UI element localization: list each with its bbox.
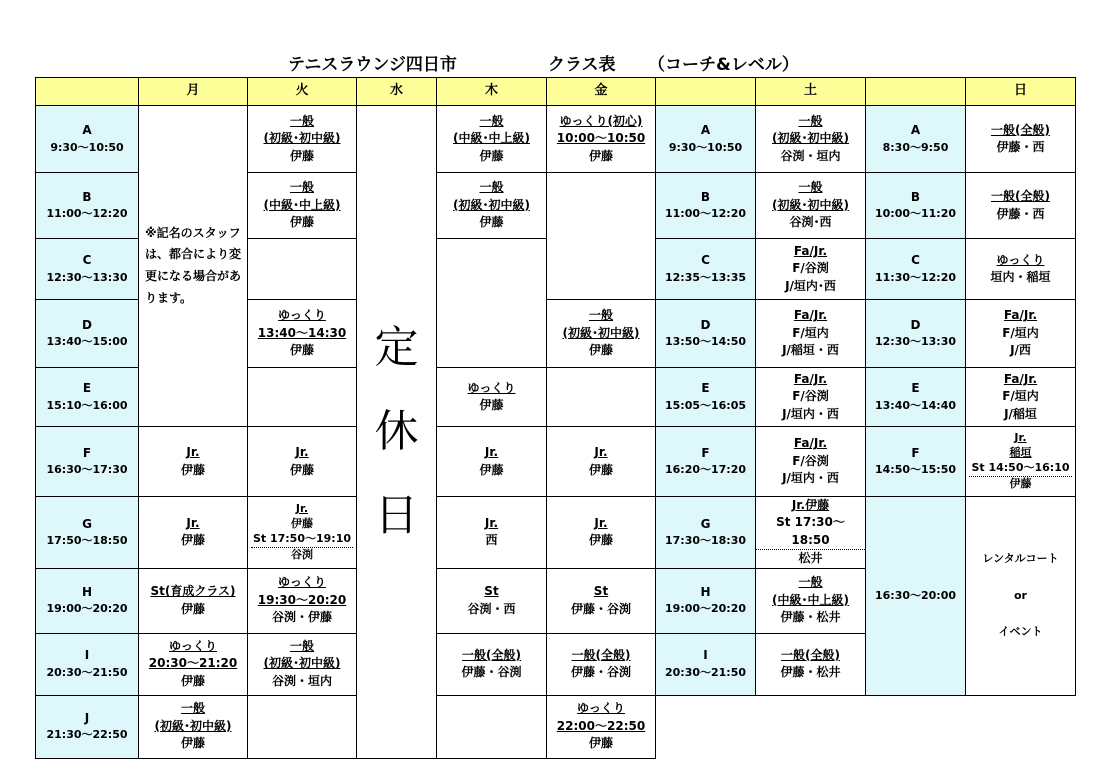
sat-slot-f	[656, 427, 756, 497]
slot-j	[36, 695, 139, 758]
header-sun-slot	[866, 78, 966, 106]
header-slot	[36, 78, 139, 106]
class-st-coach: 谷渕	[291, 547, 313, 561]
class-time: 22:00～22:50	[556, 718, 646, 733]
header-row	[36, 78, 1076, 106]
class-coach: 西	[485, 533, 498, 548]
class-title: Fa/Jr.	[793, 436, 828, 451]
class-title: 一般	[180, 701, 205, 716]
slot-time: 11:00～12:20	[46, 207, 128, 221]
class-sat-i	[756, 633, 866, 695]
class-thu-g	[437, 497, 547, 569]
slot-label: G	[82, 516, 92, 531]
row-j	[36, 695, 1076, 758]
class-coach: 伊藤・西	[996, 206, 1045, 221]
class-title: Fa/Jr.	[793, 243, 828, 258]
empty-fri-e	[547, 368, 656, 427]
slot-time: 17:50～18:50	[46, 534, 128, 547]
empty-tue-c	[248, 239, 357, 300]
header-sun: 日	[966, 78, 1076, 106]
slot-label: F	[911, 445, 920, 460]
slot-a	[36, 106, 139, 173]
class-sat-c	[756, 239, 866, 300]
slot-time: 19:00～20:20	[46, 602, 128, 616]
class-fri-a	[547, 106, 656, 173]
closed-char-2: 休	[374, 405, 419, 457]
class-st-coach: 伊藤	[1009, 476, 1032, 490]
slot-time: 13:40～15:00	[46, 335, 128, 349]
class-coach: 伊藤・松井	[780, 665, 841, 680]
class-title: ゆっくり	[278, 575, 326, 590]
class-title: 一般	[289, 113, 314, 128]
sun-slot-d	[866, 300, 966, 368]
class-title: ゆっくり	[169, 638, 217, 653]
class-coach: 伊藤・谷渕	[570, 601, 631, 616]
sat-slot-i	[656, 633, 756, 695]
class-time: 13:40～14:30	[257, 325, 347, 340]
class-title: Fa/Jr.	[1003, 371, 1038, 386]
slot-time: 20:30～21:50	[46, 665, 128, 679]
class-coach: 伊藤・松井	[780, 610, 841, 625]
slot-time: 8:30～9:50	[882, 140, 949, 154]
row-g	[36, 497, 1076, 569]
slot-time: 10:00～11:20	[874, 207, 957, 221]
class-level: (初級･初中級)	[263, 656, 341, 671]
class-title: 一般	[289, 180, 314, 195]
class-coach: 谷渕・伊藤	[271, 610, 332, 625]
slot-label: E	[82, 381, 92, 396]
slot-label: I	[703, 648, 708, 663]
slot-time: 17:30～18:30	[664, 534, 747, 547]
closed-day-wed	[357, 106, 437, 759]
class-coach: F/谷渕	[792, 453, 829, 468]
class-level: (中級･中上級)	[263, 197, 341, 212]
class-thu-f	[437, 427, 547, 497]
class-coach: 谷渕・垣内	[271, 673, 332, 688]
class-thu-e	[437, 368, 547, 427]
class-coach-2: J/垣内・西	[782, 406, 839, 421]
class-level: (初級･初中級)	[263, 131, 341, 146]
slot-i	[36, 633, 139, 695]
class-mon-j	[139, 695, 248, 758]
class-level: (初級･初中級)	[772, 197, 849, 212]
slot-time: 12:30～13:30	[46, 270, 128, 284]
class-thu-b	[437, 173, 547, 239]
slot-label: D	[82, 317, 92, 332]
class-coach: F/垣内	[1002, 389, 1039, 404]
class-title: St(育成クラス)	[150, 584, 236, 599]
class-title: 一般(全般)	[462, 647, 521, 662]
class-thu-a	[437, 106, 547, 173]
class-coach-2: J/稲垣・西	[782, 343, 839, 358]
class-tue-d	[248, 300, 357, 368]
closed-char-3: 日	[374, 489, 419, 541]
class-tue-i	[248, 633, 357, 695]
empty-fri-bc	[547, 173, 656, 300]
class-title: ゆっくり	[577, 701, 625, 716]
class-sun-f	[966, 427, 1076, 497]
class-title: Jr.伊藤	[791, 498, 830, 512]
rental-or-label: or	[1014, 588, 1027, 602]
slot-h	[36, 568, 139, 633]
sat-slot-c	[656, 239, 756, 300]
class-title: 一般	[798, 180, 823, 195]
class-coach: 谷渕･西	[789, 215, 832, 230]
class-mon-f	[139, 427, 248, 497]
class-coach: 伊藤	[291, 516, 313, 530]
slot-f	[36, 427, 139, 497]
class-coach: 伊藤	[289, 148, 314, 163]
event-label: イベント	[998, 624, 1043, 638]
blank-area	[656, 695, 1076, 758]
slot-c	[36, 239, 139, 300]
row-f	[36, 427, 1076, 497]
class-sat-g	[756, 497, 866, 569]
class-coach: 伊藤	[479, 148, 504, 163]
slot-label: J	[84, 710, 90, 725]
class-title: Fa/Jr.	[1003, 308, 1038, 323]
header-thu: 木	[437, 78, 547, 106]
slot-label: H	[81, 584, 93, 599]
class-coach: 伊藤	[180, 462, 205, 477]
class-coach: 谷渕・垣内	[780, 148, 841, 163]
class-thu-h	[437, 568, 547, 633]
page-title	[0, 46, 1100, 76]
slot-label: A	[910, 123, 921, 138]
header-fri: 金	[547, 78, 656, 106]
class-st-time: St 17:30～18:50	[756, 514, 865, 550]
class-sat-h	[756, 568, 866, 633]
class-fri-g	[547, 497, 656, 569]
class-coach: 伊藤・西	[996, 140, 1045, 154]
class-tue-f	[248, 427, 357, 497]
class-mon-i	[139, 633, 248, 695]
class-sun-a	[966, 106, 1076, 173]
class-coach: 伊藤	[289, 215, 314, 230]
class-title: Jr.	[594, 515, 608, 530]
sat-slot-a	[656, 106, 756, 173]
class-sun-c	[966, 239, 1076, 300]
class-title: 一般(全般)	[991, 189, 1050, 204]
class-coach: 伊藤	[180, 736, 205, 751]
slot-label: C	[911, 253, 920, 268]
class-tue-b	[248, 173, 357, 239]
class-sat-b	[756, 173, 866, 239]
empty-tue-e	[248, 368, 357, 427]
class-tue-g	[248, 497, 357, 569]
class-level: (初級･初中級)	[453, 197, 530, 212]
class-mon-g	[139, 497, 248, 569]
sun-slot-b	[866, 173, 966, 239]
class-level: (初級･初中級)	[154, 718, 232, 733]
class-title: Jr.	[484, 515, 499, 530]
class-tue-h	[248, 568, 357, 633]
slot-time: 21:30～22:50	[46, 728, 128, 742]
class-title: 一般(全般)	[991, 122, 1050, 137]
slot-d	[36, 300, 139, 368]
class-level: (中級･中上級)	[453, 131, 530, 146]
closed-char-1: 定	[374, 322, 419, 374]
class-title: Jr.	[295, 445, 309, 460]
slot-label: B	[700, 189, 711, 204]
slot-label: B	[910, 189, 921, 204]
rental-court-label: レンタルコート	[982, 552, 1059, 566]
slot-label: F	[82, 445, 92, 460]
row-a	[36, 106, 1076, 173]
class-sat-d	[756, 300, 866, 368]
header-wed: 水	[357, 78, 437, 106]
slot-time: 16:30～17:30	[46, 463, 128, 477]
class-sat-f	[756, 427, 866, 497]
class-coach: 伊藤	[180, 673, 205, 688]
sun-slot-c	[866, 239, 966, 300]
class-coach: 谷渕・西	[467, 601, 516, 616]
class-coach: 伊藤	[180, 533, 205, 548]
class-title: 一般	[479, 180, 504, 195]
class-st-coach: 松井	[798, 551, 823, 566]
class-coach: 伊藤	[588, 343, 613, 358]
header-sat-slot	[656, 78, 756, 106]
class-coach-2: J/西	[1010, 343, 1031, 358]
class-title: 一般(全般)	[571, 647, 631, 662]
slot-b	[36, 173, 139, 239]
slot-time: 9:30～10:50	[668, 140, 743, 154]
class-st-time: St 17:50～19:10	[251, 532, 353, 548]
class-title: Jr.	[1014, 431, 1027, 445]
class-title: ゆっくり	[278, 308, 326, 323]
class-title: Jr.	[295, 502, 309, 516]
class-fri-i	[547, 633, 656, 695]
class-title: Jr.	[186, 445, 200, 460]
class-coach: 伊藤	[479, 462, 504, 477]
rental-court-event	[966, 497, 1076, 696]
class-time: 19:30～20:20	[257, 592, 347, 607]
class-coach: 伊藤・谷渕	[461, 665, 522, 680]
class-title: ゆっくり	[996, 252, 1045, 267]
empty-thu-j	[437, 695, 547, 758]
title-subtitle: （コーチ&レベル）	[648, 55, 799, 75]
class-time: 10:00～10:50	[556, 131, 646, 146]
slot-label: E	[911, 381, 920, 396]
class-title: 一般	[588, 308, 613, 323]
slot-g	[36, 497, 139, 569]
sat-slot-h	[656, 568, 756, 633]
sun-slot-e	[866, 368, 966, 427]
class-fri-j	[547, 695, 656, 758]
slot-time: 11:30～12:20	[874, 270, 957, 284]
title-name: テニスラウンジ四日市	[288, 55, 457, 75]
class-coach: F/谷渕	[792, 261, 829, 276]
class-coach: 伊藤	[479, 398, 504, 412]
class-level: (中級･中上級)	[772, 592, 849, 607]
slot-time: 19:00～20:20	[664, 602, 747, 616]
class-coach: 伊藤	[588, 533, 613, 548]
slot-time: 11:00～12:20	[664, 207, 747, 221]
slot-label: A	[700, 123, 711, 138]
class-title: Jr.	[186, 515, 200, 530]
class-level: (初級･初中級)	[562, 325, 640, 340]
sun-slot-f	[866, 427, 966, 497]
class-coach-2: J/稲垣	[1004, 406, 1037, 421]
slot-time: 13:50～14:50	[664, 335, 747, 349]
slot-label: C	[82, 253, 92, 268]
class-sat-a	[756, 106, 866, 173]
class-coach: F/谷渕	[792, 389, 829, 404]
slot-label: H	[700, 584, 711, 599]
class-title: Jr.	[484, 445, 499, 460]
class-coach: 垣内・稲垣	[990, 270, 1051, 284]
class-schedule-table	[35, 77, 1076, 759]
slot-time: 16:30～20:00	[874, 588, 957, 602]
class-coach: 伊藤	[180, 601, 205, 616]
staff-note	[139, 106, 248, 427]
class-coach: 伊藤	[588, 736, 613, 751]
class-fri-d	[547, 300, 656, 368]
header-mon: 月	[139, 78, 248, 106]
slot-time: 15:10～16:00	[46, 398, 128, 412]
header-tue: 火	[248, 78, 357, 106]
class-time: 20:30～21:20	[148, 656, 238, 671]
slot-time: 12:35～13:35	[664, 270, 747, 284]
class-coach-2: J/垣内･西	[785, 278, 836, 293]
sat-slot-b	[656, 173, 756, 239]
class-sun-e	[966, 368, 1076, 427]
slot-time: 12:30～13:30	[874, 335, 957, 349]
class-title: 一般	[798, 575, 823, 590]
empty-thu-cd	[437, 239, 547, 368]
class-coach: 稲垣	[1009, 446, 1032, 460]
sun-slot-rental	[866, 497, 966, 696]
class-coach: F/垣内	[792, 325, 829, 340]
class-coach: 伊藤	[289, 343, 314, 358]
slot-label: F	[701, 445, 710, 460]
slot-label: D	[910, 317, 921, 332]
class-title: St	[484, 584, 499, 599]
sat-slot-d	[656, 300, 756, 368]
slot-label: A	[82, 123, 92, 138]
slot-time: 15:05～16:05	[664, 398, 747, 412]
class-coach: F/垣内	[1002, 325, 1039, 340]
class-tue-a	[248, 106, 357, 173]
slot-label: C	[701, 253, 710, 268]
class-fri-f	[547, 427, 656, 497]
slot-time: 13:40～14:40	[874, 398, 957, 412]
slot-e	[36, 368, 139, 427]
class-title: Jr.	[594, 445, 608, 460]
slot-label: I	[84, 648, 90, 663]
header-sat: 土	[756, 78, 866, 106]
slot-label: E	[701, 381, 710, 396]
slot-label: G	[700, 516, 711, 531]
class-title: 一般	[798, 113, 823, 128]
class-coach: 伊藤	[588, 148, 613, 163]
class-thu-i	[437, 633, 547, 695]
class-sun-d	[966, 300, 1076, 368]
slot-label: B	[82, 189, 92, 204]
class-title: 一般	[289, 638, 314, 653]
slot-time: 14:50～15:50	[874, 463, 957, 477]
class-title: 一般(全般)	[781, 647, 840, 662]
class-mon-h	[139, 568, 248, 633]
class-sat-e	[756, 368, 866, 427]
class-sun-b	[966, 173, 1076, 239]
slot-time: 16:20～17:20	[664, 463, 747, 477]
class-title: Fa/Jr.	[793, 308, 828, 323]
class-coach: 伊藤・谷渕	[570, 665, 631, 680]
class-coach: 伊藤	[588, 462, 613, 477]
sun-slot-a	[866, 106, 966, 173]
class-title: ゆっくり(初心)	[559, 113, 643, 128]
class-title: ゆっくり	[467, 380, 516, 395]
slot-label: D	[700, 317, 711, 332]
class-title: 一般	[479, 113, 504, 128]
staff-note-text: ※記名のスタッフは、都合により変更になる場合があります。	[145, 225, 242, 305]
slot-time: 20:30～21:50	[664, 665, 747, 679]
class-title: St	[593, 584, 609, 599]
class-title: Fa/Jr.	[793, 371, 828, 386]
sat-slot-e	[656, 368, 756, 427]
class-coach-2: J/垣内・西	[782, 471, 839, 486]
class-coach: 伊藤	[289, 462, 314, 477]
class-st-time: St 14:50～16:10	[969, 461, 1071, 477]
sat-slot-g	[656, 497, 756, 569]
class-fri-h	[547, 568, 656, 633]
class-level: (初級･初中級)	[772, 131, 849, 146]
class-coach: 伊藤	[479, 215, 504, 230]
title-class-table: クラス表	[548, 55, 616, 75]
slot-time: 9:30～10:50	[50, 140, 124, 154]
empty-tue-j	[248, 695, 357, 758]
